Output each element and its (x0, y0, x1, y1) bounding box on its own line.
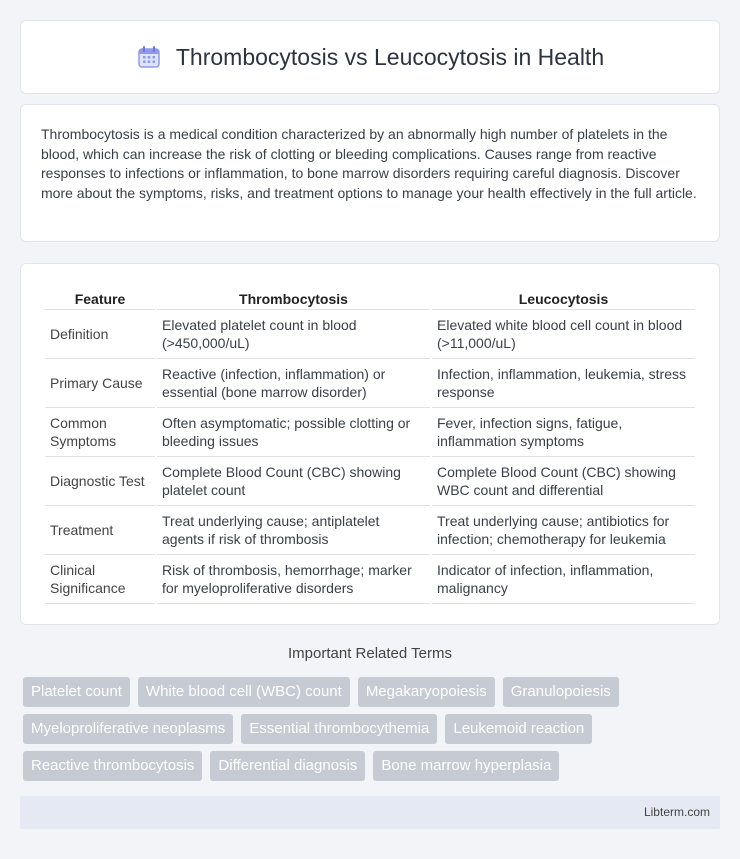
table-cell: Elevated platelet count in blood (>450,000/uL) (157, 310, 430, 359)
comparison-table-card (20, 263, 720, 625)
tag-wbc-count[interactable]: White blood cell (WBC) count (138, 677, 350, 707)
page-title: Thrombocytosis vs Leucocytosis in Health (175, 43, 605, 70)
calendar-icon (136, 44, 162, 70)
column-header-feature: Feature (45, 284, 155, 310)
tag-reactive-thrombocytosis[interactable]: Reactive thrombocytosis (23, 751, 202, 781)
tag-leukemoid-reaction[interactable]: Leukemoid reaction (445, 714, 592, 744)
table-row (45, 408, 695, 457)
table-cell: Elevated white blood cell count in blood (>11,000/uL) (432, 310, 695, 359)
table-cell-feature: Diagnostic Test (45, 457, 155, 506)
table-row (45, 359, 695, 408)
table-cell-feature: Definition (45, 310, 155, 359)
intro-text: Thrombocytosis is a medical condition characterized by an abnormally high number of platelets in the blood, which can increase the risk of clotting or bleeding complications. Causes range from reactive responses to infections or inflammation, to bone marrow disorders requiring careful diagnosis. Discover more about the symptoms, risks, and treatment options to manage your health effectively in the full article. (41, 126, 697, 201)
tag-myeloproliferative-neoplasms[interactable]: Myeloproliferative neoplasms (23, 714, 233, 744)
related-terms-title: Important Related Terms (288, 645, 452, 662)
table-cell: Infection, inflammation, leukemia, stress response (432, 359, 695, 408)
table-cell-feature: Common Symptoms (45, 408, 155, 457)
tag-granulopoiesis[interactable]: Granulopoiesis (503, 677, 619, 707)
comparison-table (43, 284, 697, 604)
table-cell: Treat underlying cause; antibiotics for infection; chemotherapy for leukemia (432, 506, 695, 555)
intro-card (20, 104, 720, 242)
table-row (45, 506, 695, 555)
column-header-thrombocytosis: Thrombocytosis (157, 284, 430, 310)
table-cell: Often asymptomatic; possible clotting or bleeding issues (157, 408, 430, 457)
table-row (45, 310, 695, 359)
table-cell: Fever, infection signs, fatigue, inflammation symptoms (432, 408, 695, 457)
table-row (45, 457, 695, 506)
tag-bone-marrow-hyperplasia[interactable]: Bone marrow hyperplasia (373, 751, 559, 781)
tag-platelet-count[interactable]: Platelet count (23, 677, 130, 707)
header-card (20, 20, 720, 94)
table-header-row (45, 284, 695, 310)
footer (20, 796, 720, 829)
table-cell: Reactive (infection, inflammation) or essential (bone marrow disorder) (157, 359, 430, 408)
column-header-leucocytosis: Leucocytosis (432, 284, 695, 310)
table-cell: Complete Blood Count (CBC) showing platelet count (157, 457, 430, 506)
tag-essential-thrombocythemia[interactable]: Essential thrombocythemia (241, 714, 437, 744)
table-cell: Risk of thrombosis, hemorrhage; marker for myeloproliferative disorders (157, 555, 430, 604)
table-cell-feature: Clinical Significance (45, 555, 155, 604)
table-cell-feature: Primary Cause (45, 359, 155, 408)
table-row (45, 555, 695, 604)
tag-megakaryopoiesis[interactable]: Megakaryopoiesis (358, 677, 495, 707)
tag-differential-diagnosis[interactable]: Differential diagnosis (210, 751, 365, 781)
table-cell: Indicator of infection, inflammation, malignancy (432, 555, 695, 604)
related-terms-tags (23, 677, 723, 781)
footer-brand[interactable]: Libterm.com (643, 805, 710, 819)
table-cell-feature: Treatment (45, 506, 155, 555)
table-cell: Treat underlying cause; antiplatelet agents if risk of thrombosis (157, 506, 430, 555)
table-cell: Complete Blood Count (CBC) showing WBC count and differential (432, 457, 695, 506)
